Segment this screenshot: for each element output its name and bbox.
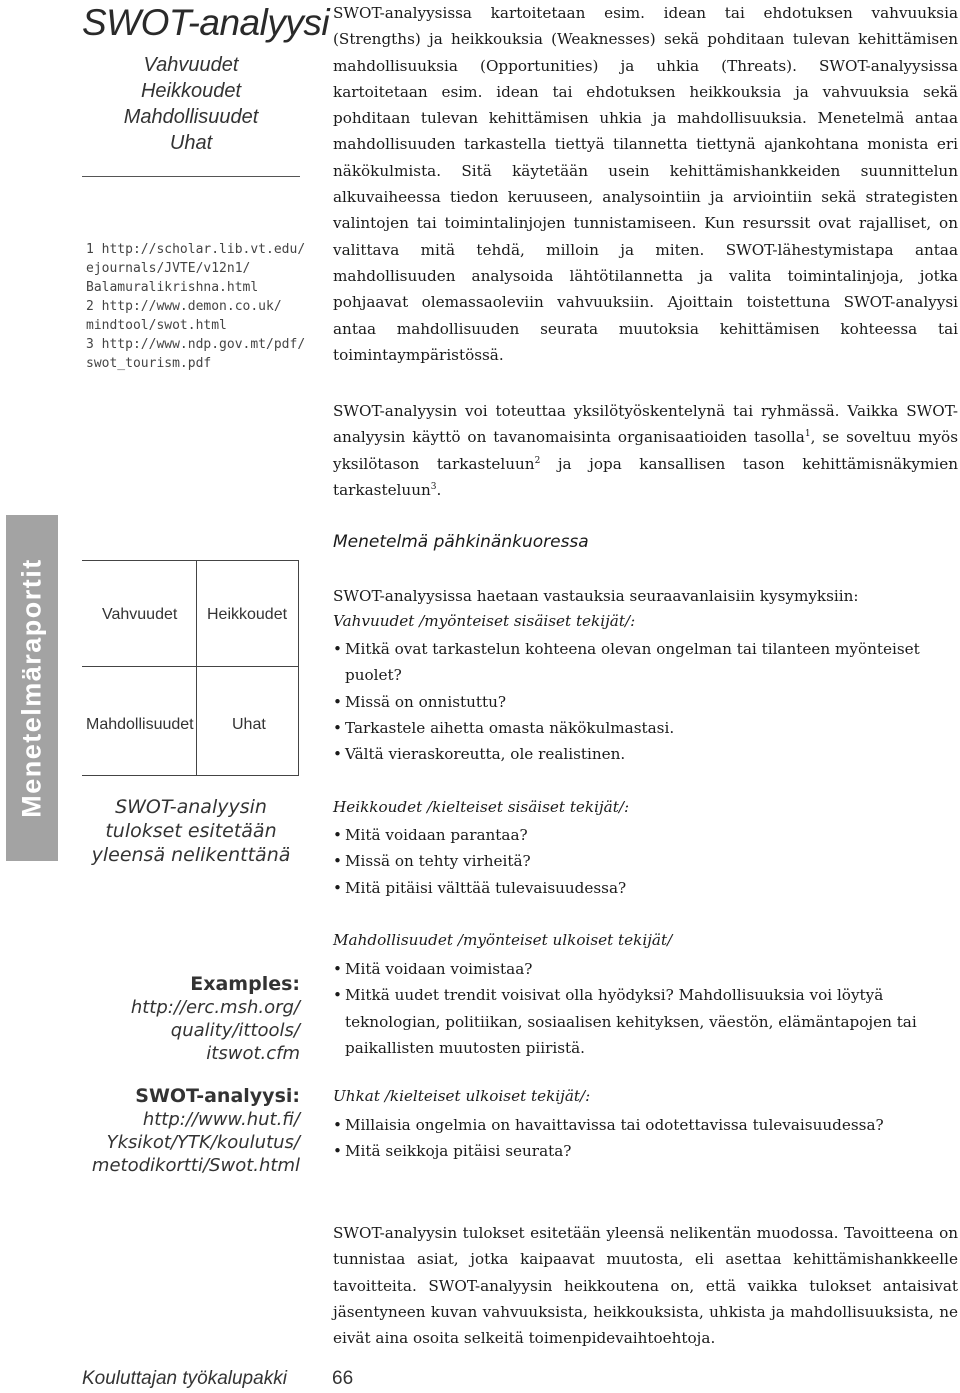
swot-link[interactable]: Yksikot/YTK/koulutus/	[106, 1132, 300, 1153]
list-item: • Mitkä uudet trendit voisivat olla hyödyksi? Mahdollisuuksia voi löytyä teknologian, politiikan, sosiaalisen kehityksen, väestön, elämäntapojen tai paikallisten muutosten piiristä.	[333, 982, 958, 1061]
grid-strengths: Vahvuudet	[102, 606, 178, 623]
swot-list-item: Heikkoudet	[140, 80, 242, 102]
list-item: • Mitä voidaan voimistaa?	[333, 956, 958, 982]
swot-list	[82, 52, 300, 156]
threats-heading: Uhkat /kielteiset ulkoiset tekijät/:	[333, 1087, 591, 1105]
reference-line[interactable]: 2 http://www.demon.co.uk/	[86, 299, 282, 314]
grid-threats: Uhat	[232, 716, 266, 733]
grid-weaknesses: Heikkoudet	[207, 606, 288, 623]
grid-opportunities: Mahdollisuudet	[86, 716, 194, 733]
usage-text: , se soveltuu myös yksilötason tarkasteluun	[333, 428, 958, 473]
usage-paragraph	[333, 398, 958, 503]
footnote-ref: 1	[804, 429, 811, 440]
list-item: • Millaisia ongelmia on havaittavissa tai odotettavissa tulevaisuudessa?	[333, 1112, 958, 1138]
threats-list	[333, 1112, 958, 1165]
weaknesses-heading: Heikkoudet /kielteiset sisäiset tekijät/:	[333, 798, 630, 816]
examples-link[interactable]: itswot.cfm	[206, 1043, 300, 1064]
footnote-ref: 3	[430, 481, 437, 492]
examples-link[interactable]: http://erc.msh.org/	[130, 997, 300, 1018]
reference-line[interactable]: 3 http://www.ndp.gov.mt/pdf/	[86, 337, 306, 352]
reference-line[interactable]: ejournals/JVTE/v12n1/	[86, 261, 251, 276]
page-number: 66	[332, 1368, 354, 1389]
section-heading: Menetelmä pähkinänkuoressa	[333, 532, 589, 552]
grid-divider	[196, 561, 197, 775]
list-item: • Vältä vieraskoreutta, ole realistinen.	[333, 741, 958, 767]
examples-link[interactable]: quality/ittools/	[170, 1020, 300, 1041]
grid-caption: SWOT-analyysin tulokset esitetään yleensä nelikenttänä	[91, 796, 291, 866]
footer-title: Kouluttajan työkalupakki	[82, 1368, 287, 1389]
grid-divider	[82, 666, 298, 667]
usage-text: .	[436, 480, 442, 499]
strengths-heading: Vahvuudet /myönteiset sisäiset tekijät/:	[333, 612, 636, 630]
swot-list-item: Mahdollisuudet	[123, 106, 259, 128]
usage-text: SWOT-analyysin voi toteuttaa yksilötyöskentelynä tai ryhmässä. Vaikka SWOT-analyysin käyttö on tavanomaisinta organisaatioiden tasolla	[333, 402, 958, 447]
reference-line[interactable]: Balamuralikrishna.html	[86, 280, 259, 295]
strengths-list	[333, 636, 958, 767]
usage-text: ja jopa kansallisen tason kehittämisnäkymien tarkasteluun	[333, 454, 958, 499]
swot-list-item: Vahvuudet	[143, 54, 239, 76]
list-item: • Missä on tehty virheitä?	[333, 848, 958, 874]
footnote-ref: 2	[534, 455, 541, 466]
divider	[82, 176, 300, 177]
examples-block	[60, 973, 300, 1177]
list-item: • Mitä seikkoja pitäisi seurata?	[333, 1138, 958, 1164]
list-item: • Mitä pitäisi välttää tulevaisuudessa?	[333, 875, 958, 901]
swot-grid	[82, 560, 299, 776]
references	[86, 240, 306, 373]
section-tab	[6, 515, 58, 861]
weaknesses-list	[333, 822, 958, 901]
swot-link[interactable]: metodikortti/Swot.html	[91, 1155, 300, 1176]
reference-line[interactable]: mindtool/swot.html	[86, 318, 227, 333]
reference-line[interactable]: 1 http://scholar.lib.vt.edu/	[86, 242, 306, 257]
questions-intro: SWOT-analyysissa haetaan vastauksia seuraavanlaisiin kysymyksiin:	[333, 587, 859, 605]
conclusion-paragraph: SWOT-analyysin tulokset esitetään yleensä nelikentän muodossa. Tavoitteena on tunnistaa asiat, jotka kaipaavat muutosta, eli asettaa kehittämishankkeelle tavoitteita. SWOT-analyysin heikkoutena on, että vaikka tulokset antaisivat jäsentyneen kuvan vahvuuksista, heikkouksista, uhkista ja mahdollisuuksista, ne eivät aina osoita selkeitä toimenpidevaihtoehtoja.	[333, 1224, 958, 1348]
list-item: • Tarkastele aihetta omasta näkökulmastasi.	[333, 715, 958, 741]
opportunities-heading: Mahdollisuudet /myönteiset ulkoiset tekijät/	[333, 931, 673, 949]
sidebar-title: SWOT-analyysi	[82, 2, 330, 43]
swot-list-item: Uhat	[169, 132, 213, 154]
swot-link[interactable]: http://www.hut.fi/	[142, 1109, 300, 1130]
intro-paragraph: SWOT-analyysissa kartoitetaan esim. idean tai ehdotuksen vahvuuksia (Strengths) ja heikkouksia (Weaknesses) sekä pohditaan tulevan kehittämisen mahdollisuuksia (Opportunities) ja uhkia (Threats). SWOT-analyysissa kartoitetaan esim. idean tai ehdotuksen heikkouksia ja vahvuuksia sekä pohditaan tulevan kehittämisen uhkia ja mahdollisuuksia. Menetelmä antaa mahdollisuuden tarkastella tiettyä tilannetta tiettynä ajankohtana monista eri näkökulmista. Sitä käytetään usein kehittämishankkeiden suunnittelun alkuvaiheessa tiedon keruuseen, analysointiin ja arviointiin sekä strategisten valintojen tai toimintalinjojen tunnistamiseen. Kun resurssit ovat rajalliset, on valittava mitä tehdä, milloin ja miten. SWOT-lähestymistapa antaa mahdollisuuden analysoida lähtötilannetta ja valita toimintalinjoja, jotka pohjaavat olemassaoleviin vahvuuksiin. Ajoittain toistettuna SWOT-analyysi antaa mahdollisuuden seurata muutoksia kehittämisen kohteessa tai toimintaympäristössä.	[333, 4, 958, 364]
list-item: • Mitä voidaan parantaa?	[333, 822, 958, 848]
swot-link-label: SWOT-analyysi:	[135, 1085, 300, 1107]
list-item: • Mitkä ovat tarkastelun kohteena olevan ongelman tai tilanteen myönteiset puolet?	[333, 636, 958, 689]
examples-label: Examples:	[190, 973, 300, 995]
opportunities-list	[333, 956, 958, 1061]
list-item: • Missä on onnistuttu?	[333, 689, 958, 715]
section-tab-label: Menetelmäraportit	[16, 558, 47, 818]
reference-line[interactable]: swot_tourism.pdf	[86, 356, 212, 371]
